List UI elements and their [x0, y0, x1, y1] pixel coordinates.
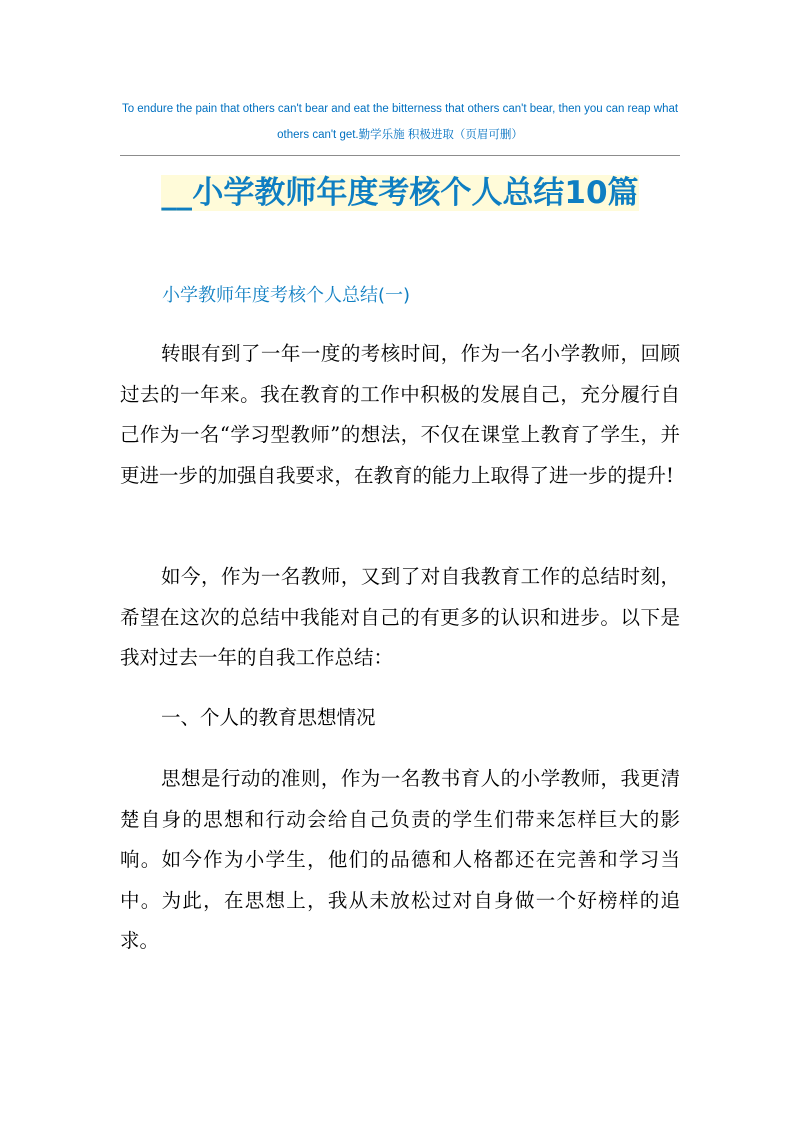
section-heading: 小学教师年度考核个人总结(一) [162, 285, 411, 306]
subheading: 一、个人的教育思想情况 [161, 706, 376, 729]
paragraph-1: 转眼有到了一年一度的考核时间，作为一名小学教师，回顾过去的一年来。我在教育的工作中积极的发展自己，充分履行自己作为一名“学习型教师”的想法，不仅在课堂上教育了学生，并更进一步的加强自我要求，在教育的能力上取得了进一步的提升! [120, 342, 680, 487]
header-line-2: others can't get.勤学乐施 积极进取（页眉可删） [277, 129, 523, 141]
title-text: 小学教师年度考核个人总结10篇 [192, 175, 639, 211]
paragraph-3: 思想是行动的准则，作为一名教书育人的小学教师，我更清楚自身的思想和行动会给自己负责的学生们带来怎样巨大的影响。如今作为小学生，他们的品德和人格都还在完善和学习当中。为此，在思想上，我从未放松过对自身做一个好榜样的追求。 [120, 767, 680, 952]
title-underscore: __ [161, 175, 193, 211]
page-header [120, 96, 680, 148]
paragraph-2: 如今，作为一名教师，又到了对自我教育工作的总结时刻，希望在这次的总结中我能对自己的有更多的认识和进步。以下是我对过去一年的自我工作总结： [120, 565, 680, 669]
header-divider [120, 155, 680, 156]
header-line-1: To endure the pain that others can't bear and eat the bitterness that others can't bear, then you can reap what [121, 103, 679, 115]
document-title [120, 168, 680, 218]
